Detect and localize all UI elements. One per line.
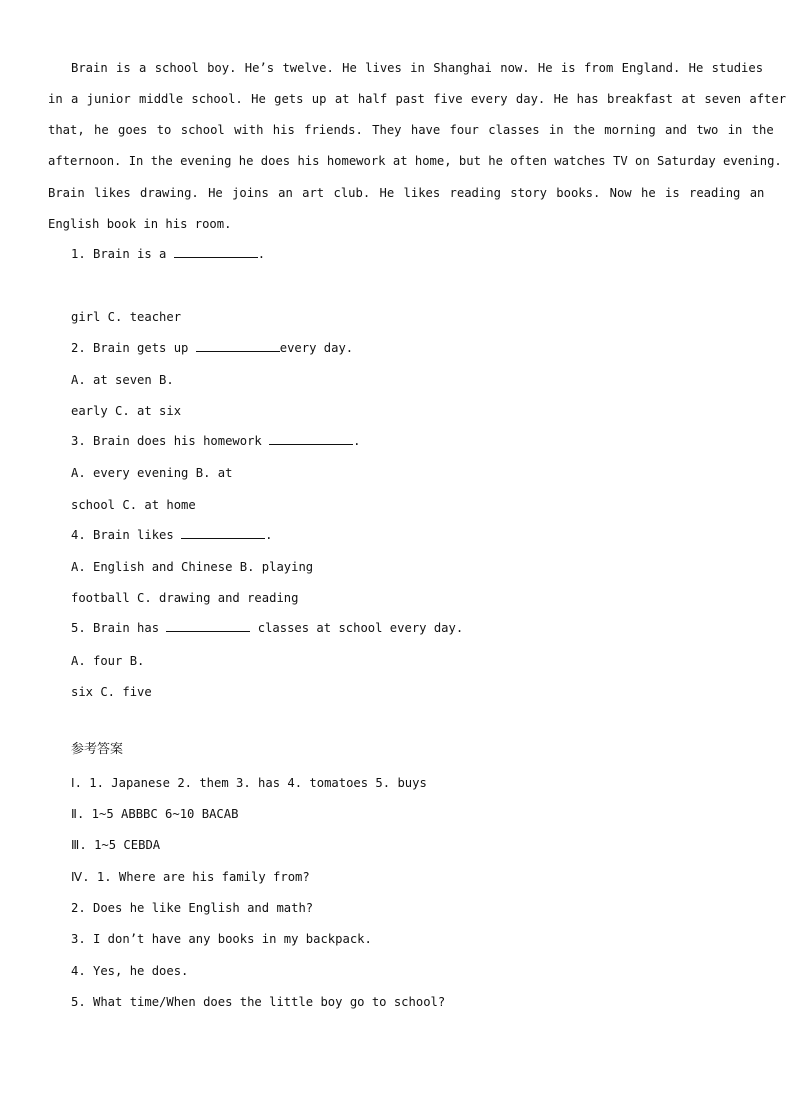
question-1-suffix: . xyxy=(257,247,266,261)
answer-line-5: 2. Does he like English and math? xyxy=(71,901,314,915)
question-3 xyxy=(71,432,360,449)
question-2-suffix: every day. xyxy=(279,341,354,355)
answer-key-heading: 参考答案 xyxy=(71,742,124,757)
question-1 xyxy=(71,245,265,262)
question-4-options-b: football C. drawing and reading xyxy=(71,591,299,605)
question-4-prefix: 4. Brain likes xyxy=(71,528,182,542)
question-5-prefix: 5. Brain has xyxy=(71,621,167,635)
question-1-options: girl C. teacher xyxy=(71,310,182,324)
passage-line-3: that, he goes to school with his friends. They have four classes in the morning and two in the xyxy=(48,123,774,137)
answer-line-6: 3. I don’t have any books in my backpack. xyxy=(71,932,372,946)
question-2-options-a: A. at seven B. xyxy=(71,373,174,387)
passage-line-4: afternoon. In the evening he does his homework at home, but he often watches TV on Saturday evening. xyxy=(48,154,782,168)
question-1-prefix: 1. Brain is a xyxy=(71,247,174,261)
answer-line-1: Ⅰ. 1. Japanese 2. them 3. has 4. tomatoes 5. buys xyxy=(71,776,427,790)
question-2-options-b: early C. at six xyxy=(71,404,182,418)
question-3-suffix: . xyxy=(353,434,361,448)
question-5-options-b: six C. five xyxy=(71,685,152,699)
question-1-blank[interactable] xyxy=(174,245,258,258)
answer-line-7: 4. Yes, he does. xyxy=(71,964,189,978)
question-3-prefix: 3. Brain does his homework xyxy=(71,434,270,448)
answer-line-8: 5. What time/When does the little boy go to school? xyxy=(71,995,446,1009)
passage-line-1: Brain is a school boy. He’s twelve. He lives in Shanghai now. He is from England. He studies xyxy=(71,61,764,75)
passage-line-5: Brain likes drawing. He joins an art club. He likes reading story books. Now he is reading an xyxy=(48,186,765,200)
question-2-prefix: 2. Brain gets up xyxy=(71,341,196,355)
question-5 xyxy=(71,619,463,636)
passage-line-6: English book in his room. xyxy=(48,217,232,231)
question-5-suffix: classes at school every day. xyxy=(250,621,464,635)
question-5-options-a: A. four B. xyxy=(71,654,145,668)
answer-line-4: Ⅳ. 1. Where are his family from? xyxy=(71,870,310,884)
question-5-blank[interactable] xyxy=(166,619,250,632)
question-4-blank[interactable] xyxy=(181,526,265,539)
question-2 xyxy=(71,339,353,356)
question-3-options-a: A. every evening B. at xyxy=(71,466,233,480)
question-2-blank[interactable] xyxy=(196,339,280,352)
question-4 xyxy=(71,526,272,543)
answer-line-2: Ⅱ. 1~5 ABBBC 6~10 BACAB xyxy=(71,807,239,821)
question-4-suffix: . xyxy=(265,528,273,542)
passage-line-2: in a junior middle school. He gets up at half past five every day. He has breakfast at seven after xyxy=(48,92,787,106)
question-3-options-b: school C. at home xyxy=(71,498,196,512)
question-3-blank[interactable] xyxy=(269,432,353,445)
answer-line-3: Ⅲ. 1~5 CEBDA xyxy=(71,838,161,852)
question-4-options-a: A. English and Chinese B. playing xyxy=(71,560,314,574)
